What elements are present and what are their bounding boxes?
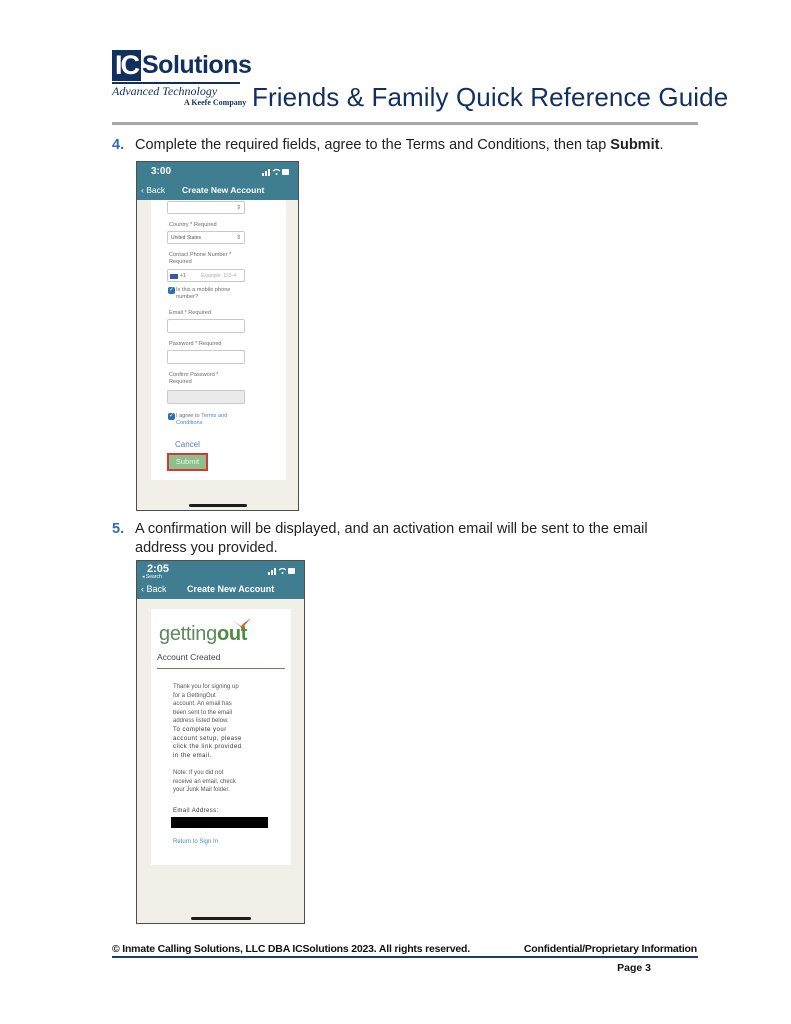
nav-title: Create New Account xyxy=(187,584,275,594)
logo-company: A Keefe Company xyxy=(184,98,247,107)
step-5 xyxy=(112,520,702,558)
terms-prefix: I agree to xyxy=(176,413,202,419)
back-button[interactable]: ‹ Back xyxy=(141,185,166,195)
phone-label-required: Required xyxy=(169,259,192,265)
status-bar xyxy=(137,561,304,581)
terms-link-2[interactable]: Conditions xyxy=(176,420,203,426)
step-text-bold: Submit xyxy=(610,137,660,153)
footer-divider xyxy=(112,956,698,958)
message-line: in the email. xyxy=(173,752,212,759)
mobile-checkbox[interactable]: ✓ xyxy=(168,287,175,293)
state-select[interactable] xyxy=(167,201,245,214)
footer-confidential: Confidential/Proprietary Information xyxy=(523,943,697,955)
signal-wifi-battery-icon xyxy=(268,566,296,576)
country-label: Country * Required xyxy=(169,222,217,228)
phone-input[interactable] xyxy=(167,269,245,282)
nav-bar xyxy=(137,581,304,599)
gettingout-logo xyxy=(159,623,247,646)
document-title: Friends & Family Quick Reference Guide xyxy=(252,82,729,112)
home-indicator xyxy=(191,917,251,920)
step-text: A confirmation will be displayed, and an activation email will be sent to the email address you provided. xyxy=(135,521,648,556)
us-flag-icon xyxy=(170,274,178,279)
logo-ic-mark: IC xyxy=(112,50,141,81)
header-divider xyxy=(112,122,698,125)
message-line: click the link provided xyxy=(173,744,242,750)
back-button[interactable]: ‹ Back xyxy=(141,584,167,594)
junk-mail-note xyxy=(173,769,263,795)
confirm-password-input[interactable] xyxy=(167,390,245,404)
back-label: Back xyxy=(146,584,167,594)
footer-copyright: © Inmate Calling Solutions, LLC DBA ICSolutions 2023. All rights reserved. xyxy=(112,943,470,955)
step-number: 5. xyxy=(112,521,125,537)
terms-checkbox[interactable]: ✓ xyxy=(168,413,175,419)
redacted-email xyxy=(171,817,268,828)
password-label: Password * Required xyxy=(169,341,222,347)
country-value: United States xyxy=(171,235,202,241)
step-4 xyxy=(112,136,702,155)
phone-placeholder: Example: 123-4 xyxy=(201,273,237,279)
step-text-part: Complete the required fields, agree to the Terms and Conditions, then tap xyxy=(135,137,611,153)
icsolutions-logo xyxy=(112,50,252,107)
mobile-label: Is this a mobile phone xyxy=(176,287,231,293)
heading-divider xyxy=(157,668,285,669)
message-line: for a GettingOut xyxy=(173,692,216,699)
screenshot-account-created xyxy=(136,560,305,924)
message-line: To complete your xyxy=(173,727,227,733)
nav-title: Create New Account xyxy=(182,185,265,195)
chevron-updown-icon: ⇕ xyxy=(235,205,241,211)
logo-solutions-text: Solutions xyxy=(142,51,252,79)
status-search: ◂ Search xyxy=(142,574,162,580)
message-line: Note: If you did not xyxy=(173,770,224,776)
account-created-heading: Account Created xyxy=(157,652,221,662)
email-input[interactable] xyxy=(167,319,245,333)
terms-label xyxy=(176,413,227,420)
screenshot-create-account-form xyxy=(136,161,299,511)
password-input[interactable] xyxy=(167,350,245,364)
message-line: been sent to the email xyxy=(173,709,233,716)
signal-wifi-battery-icon xyxy=(262,167,290,177)
confirm-password-required: Required xyxy=(169,379,192,385)
message-line: account. An email has xyxy=(173,701,232,707)
return-to-sign-in-link[interactable]: Return to Sign In xyxy=(173,839,219,845)
phone-country-code: +1 xyxy=(180,273,186,279)
setup-instructions xyxy=(173,726,263,760)
message-line: receive an email, check xyxy=(173,778,236,785)
step-text-part: . xyxy=(659,137,664,153)
email-label: Email * Required xyxy=(169,310,211,316)
submit-button[interactable]: Submit xyxy=(167,453,208,471)
back-label: Back xyxy=(146,185,166,195)
terms-link[interactable]: Terms and xyxy=(201,413,228,419)
message-line: account setup, please xyxy=(173,735,242,742)
country-select[interactable] xyxy=(167,231,245,244)
home-indicator xyxy=(189,504,247,507)
status-bar xyxy=(137,162,298,182)
thank-you-message xyxy=(173,683,263,726)
confirmation-card xyxy=(151,609,291,865)
form-card xyxy=(151,200,286,480)
page-number: Page 3 xyxy=(617,962,651,974)
message-line: Thank you for signing up xyxy=(173,684,239,690)
message-line: address listed below. xyxy=(173,718,229,724)
phone-label: Contact Phone Number * xyxy=(169,252,232,258)
step-number: 4. xyxy=(112,137,125,153)
logo-out: out xyxy=(216,623,248,645)
logo-tagline: Advanced Technology xyxy=(112,84,218,98)
nav-bar xyxy=(137,182,298,200)
email-address-label: Email Address: xyxy=(173,808,219,814)
cancel-button[interactable]: Cancel xyxy=(175,440,200,449)
confirm-password-label: Confirm Password * xyxy=(169,372,219,378)
chevron-updown-icon: ⇕ xyxy=(235,235,241,241)
logo-getting: getting xyxy=(159,623,217,645)
status-time: 3:00 xyxy=(151,166,172,177)
status-time: 2:05 xyxy=(147,563,170,575)
step-text xyxy=(135,136,702,155)
mobile-label-2: number? xyxy=(176,294,199,300)
message-line: your Junk Mail folder. xyxy=(173,787,230,793)
